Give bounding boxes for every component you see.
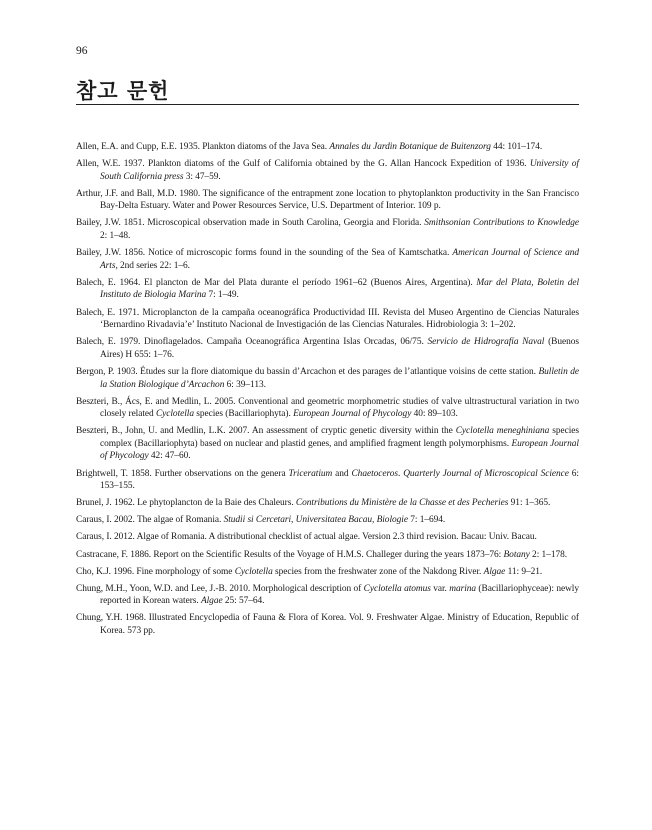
reference-text: Beszteri, B., Ács, E. and Medlin, L. 2005. Conventional and geometric morphometric studies of valve ultrastructural variation in two closely related <box>76 396 579 420</box>
reference-text: species (Bacillariophyta). <box>193 409 294 420</box>
reference-text: 6: 39–113. <box>224 379 266 390</box>
reference-italic-text: Bulletin de la Station Biologique d’Arcachon <box>100 366 579 390</box>
reference-text: , 2nd series 22: 1–6. <box>115 260 190 271</box>
reference-entry <box>76 277 579 302</box>
reference-text: Balech, E. 1979. Dinoflagelados. Campaña Oceanográfica Argentina Islas Orcadas, 06/75. <box>76 337 428 348</box>
reference-entry <box>76 425 579 463</box>
reference-text: Brightwell, T. 1858. Further observations on the genera <box>76 468 289 479</box>
reference-entry <box>76 158 579 183</box>
reference-text: species from the freshwater zone of the Nakdong River. <box>272 566 484 577</box>
reference-text: 7: 1–694. <box>407 515 446 526</box>
section-title: 참고 문헌 <box>76 78 170 103</box>
reference-text: Balech, E. 1964. El plancton de Mar del Plata durante el período 1961–62 (Buenos Aires, Argentina). <box>76 277 477 288</box>
reference-italic-text: Cyclotella meneghiniana <box>455 426 550 437</box>
reference-text: Balech, E. 1971. Microplancton de la campaña oceanográfica Productividad III. Revista del Museo Argentino de Ciencias Naturales ‘Bernardino Rivadavia’e’ Instituto Nacional de Investigación de las Ciencias Naturales. Hidrobiologia 3: 1–202. <box>76 307 579 331</box>
reference-text: Chung, Y.H. 1968. Illustrated Encyclopedia of Fauna & Flora of Korea. Vol. 9. Freshwater Algae. Ministry of Education, Republic of Korea. 573 pp. <box>76 613 579 636</box>
reference-text: 25: 57–64. <box>222 596 265 607</box>
reference-text: Beszteri, B., John, U. and Medlin, L.K. 2007. An assessment of cryptic genetic diversity within the <box>76 426 456 437</box>
reference-italic-text: Servicio de Hidrografía Naval <box>427 337 545 348</box>
reference-list <box>76 141 579 642</box>
reference-entry <box>76 531 579 544</box>
reference-text: Allen, E.A. and Cupp, E.E. 1935. Plankton diatoms of the Java Sea. <box>76 142 330 152</box>
reference-entry <box>76 514 579 527</box>
reference-italic-text: Chaetoceros <box>351 468 398 479</box>
reference-text: 7: 1–49. <box>206 290 239 301</box>
reference-italic-text: Quarterly Journal of Microscopical Science <box>403 468 569 479</box>
reference-text: Caraus, I. 2002. The algae of Romania. <box>76 515 224 526</box>
reference-text: 91: 1–365. <box>508 498 551 509</box>
reference-text: (Bacillariophyceae): newly reported in Korean waters. <box>100 583 579 607</box>
reference-text: 6: 153–155. <box>100 468 579 492</box>
reference-text: Cho, K.J. 1996. Fine morphology of some <box>76 566 235 577</box>
reference-italic-text: marina <box>449 583 477 594</box>
reference-text: Chung, M.H., Yoon, W.D. and Lee, J.-B. 2010. Morphological description of <box>76 583 364 594</box>
reference-entry <box>76 336 579 361</box>
reference-italic-text: Mar del Plata, Boletin del Instituto de Biologia Marina <box>100 277 580 301</box>
reference-text: 11: 9–21. <box>505 566 543 577</box>
reference-italic-text: European Journal of Phycology <box>100 438 579 462</box>
reference-text: species complex (Bacillariophyta) based on nuclear and plastid genes, and amplified fragment length polymorphisms. <box>100 426 579 449</box>
reference-text: Bergon, P. 1903. Études sur la flore diatomique du bassin d’Arcachon et des parages de l’atlantique voisins de cette station. <box>76 366 539 377</box>
reference-italic-text: Algae <box>200 596 223 607</box>
reference-text: and <box>332 468 352 479</box>
reference-text: Brunel, J. 1962. Le phytoplancton de la Baie des Chaleurs. <box>76 498 296 509</box>
reference-text: Caraus, I. 2012. Algae of Romania. A distributional checklist of actual algae. Version 2.3 third revision. Bacau: Univ. Bacau. <box>76 532 537 543</box>
reference-text: 3: 47–59. <box>183 171 221 182</box>
reference-text: 40: 89–103. <box>411 409 458 420</box>
reference-entry <box>76 566 579 579</box>
reference-italic-text: European Journal of Phycology <box>293 409 412 420</box>
reference-text: Bailey, J.W. 1856. Notice of microscopic forms found in the sounding of the Sea of Kamtschatka. <box>76 248 453 259</box>
reference-entry <box>76 549 579 562</box>
reference-italic-text: Smithsonian Contributions to Knowledge <box>424 218 580 229</box>
title-divider <box>76 104 579 105</box>
reference-entry <box>76 188 579 213</box>
reference-text: Castracane, F. 1886. Report on the Scientific Results of the Voyage of H.M.S. Challeger during the years 1873–76: <box>76 549 504 560</box>
reference-entry <box>76 217 579 242</box>
reference-entry <box>76 366 579 391</box>
reference-italic-text: Cyclotella atomus <box>363 583 431 594</box>
reference-italic-text: American Journal of Science and Arts <box>100 248 579 271</box>
reference-italic-text: Studii si Cercetari, Universitatea Bacau, Biologie <box>223 515 408 526</box>
reference-entry <box>76 468 579 493</box>
reference-italic-text: Triceratium <box>288 468 333 479</box>
reference-italic-text: University of South California press <box>100 159 579 182</box>
reference-italic-text: Cyclotella <box>234 566 273 577</box>
reference-entry <box>76 583 579 608</box>
reference-entry <box>76 612 579 637</box>
reference-text: 42: 47–60. <box>148 451 191 462</box>
reference-entry <box>76 497 579 510</box>
reference-entry <box>76 396 579 421</box>
reference-italic-text: Contributions du Ministère de la Chasse et des Pecheries <box>295 498 509 509</box>
reference-text: Allen, W.E. 1937. Plankton diatoms of the Gulf of California obtained by the G. Allan Hancock Expedition of 1936. <box>76 159 530 170</box>
reference-italic-text: Cyclotella <box>155 409 194 420</box>
reference-italic-text: Algae <box>483 566 506 577</box>
reference-text: 2: 1–48. <box>100 231 131 242</box>
reference-text: 44: 101–174. <box>490 142 543 152</box>
reference-entry <box>76 141 579 154</box>
reference-entry <box>76 307 579 332</box>
reference-text: Bailey, J.W. 1851. Microscopical observation made in South Carolina, Georgia and Florida. <box>76 218 425 229</box>
reference-entry <box>76 247 579 272</box>
reference-text: Arthur, J.F. and Ball, M.D. 1980. The significance of the entrapment zone location to phytoplankton productivity in the San Francisco Bay-Delta Estuary. Water and Power Resources Service, U.S. Department of Interior. 109 p. <box>76 188 579 212</box>
reference-italic-text: Annales du Jardin Botanique de Buitenzorg <box>329 142 491 152</box>
reference-italic-text: Botany <box>503 549 530 560</box>
reference-text: (Buenos Aires) H 655: 1–76. <box>100 337 579 360</box>
page-number: 96 <box>76 45 88 57</box>
reference-text: . <box>397 468 404 479</box>
reference-text: var. <box>430 583 450 594</box>
reference-text: 2: 1–178. <box>529 549 568 560</box>
